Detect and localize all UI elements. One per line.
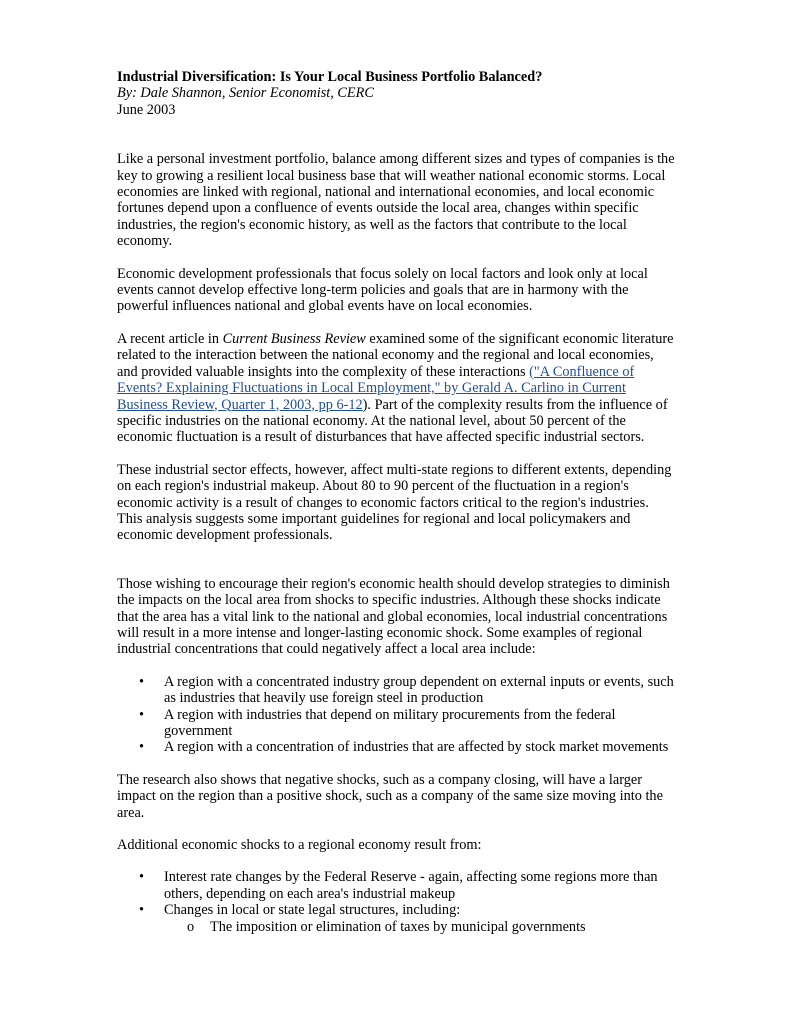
list-item <box>117 674 677 707</box>
paragraph-text: ). Part of the complexity results from the influence of specific industries on the national economy. At the national level, about 50 percent of the economic fluctuation is a result of disturbances that have affected specific industrial sectors. <box>117 396 668 446</box>
paragraph-intro: Like a personal investment portfolio, balance among different sizes and types of companies is the key to growing a resilient local business base that will weather national economic storms. Local economies are linked with regional, national and international economies, and local economic fortunes depend upon a confluence of events outside the local area, changes within specific industries, the region's economic history, as well as the factors that contribute to the local economy. <box>117 151 675 250</box>
list-item-text: A region with a concentrated industry group dependent on external inputs or events, such as industries that heavily use foreign steel in production <box>164 673 674 707</box>
publication-date: June 2003 <box>117 101 176 118</box>
spacer <box>117 658 677 674</box>
bullet-icon: • <box>139 902 145 919</box>
spacer <box>117 821 677 837</box>
paragraph-additional-shocks: Additional economic shocks to a regional economy result from: <box>117 837 482 854</box>
circle-bullet-icon: o <box>187 918 195 935</box>
bullet-icon: • <box>139 673 145 690</box>
concentration-examples-list <box>117 674 677 756</box>
spacer <box>117 756 677 772</box>
list-item <box>117 707 677 740</box>
document-page <box>117 69 677 935</box>
spacer <box>117 853 677 869</box>
paragraph-text: examined some of the significant economic literature related to the interaction between the national economy and the regional and local economies, and provided valuable insights into the complexity of these interactions <box>117 330 674 380</box>
bullet-icon: • <box>139 869 145 886</box>
list-item-text: A region with a concentration of industries that are affected by stock market movements <box>164 739 669 756</box>
spacer <box>117 250 677 266</box>
spacer <box>117 544 677 576</box>
paragraph-local-factors: Economic development professionals that focus solely on local factors and look only at local events cannot develop effective long-term policies and goals that are in harmony with the powerful influences national and global events have on local economies. <box>117 265 648 315</box>
sublist-item-text: The imposition or elimination of taxes by municipal governments <box>210 918 586 935</box>
author-byline: By: Dale Shannon, Senior Economist, CERC <box>117 85 374 102</box>
spacer <box>117 118 677 151</box>
spacer <box>117 315 677 331</box>
list-item <box>117 739 677 755</box>
sublist-item <box>117 919 677 935</box>
bullet-icon: • <box>139 739 145 756</box>
legal-structures-sublist <box>117 919 677 935</box>
spacer <box>117 446 677 462</box>
list-item <box>117 869 677 902</box>
list-item-text: A region with industries that depend on military procurements from the federal government <box>164 706 616 739</box>
bullet-icon: • <box>139 706 145 723</box>
list-item <box>117 902 677 918</box>
paragraph-article-reference <box>117 331 677 446</box>
article-citation-link[interactable]: ("A Confluence of Events? Explaining Fluctuations in Local Employment," by Gerald A. Carlino in Current Business Review, Quarter 1, 2003, pp 6-12 <box>117 363 635 413</box>
list-item-text: Interest rate changes by the Federal Reserve - again, affecting some regions more than others, depending on each area's industrial makeup <box>164 869 658 902</box>
paragraph-negative-shocks: The research also shows that negative shocks, such as a company closing, will have a larger impact on the region than a positive shock, such as a company of the same size moving into the area. <box>117 771 663 821</box>
list-item-text: Changes in local or state legal structures, including: <box>164 902 461 919</box>
document-title: Industrial Diversification: Is Your Local Business Portfolio Balanced? <box>117 69 543 85</box>
journal-title: Current Business Review <box>222 330 366 347</box>
paragraph-text: A recent article in <box>117 330 223 347</box>
additional-shocks-list <box>117 869 677 918</box>
paragraph-sector-effects: These industrial sector effects, however, affect multi-state regions to different extents, depending on each region's industrial makeup. About 80 to 90 percent of the fluctuation in a region's economic activity is a result of changes to economic factors critical to the region's industries. This analysis suggests some important guidelines for regional and local policymakers and economic development professionals. <box>117 461 672 544</box>
paragraph-strategies: Those wishing to encourage their region's economic health should develop strategies to diminish the impacts on the local area from shocks to specific industries. Although these shocks indicate that the area has a vital link to the national and global economies, local industrial concentrations will result in a more intense and longer-lasting economic shock. Some examples of regional industrial concentrations that could negatively affect a local area include: <box>117 575 670 658</box>
